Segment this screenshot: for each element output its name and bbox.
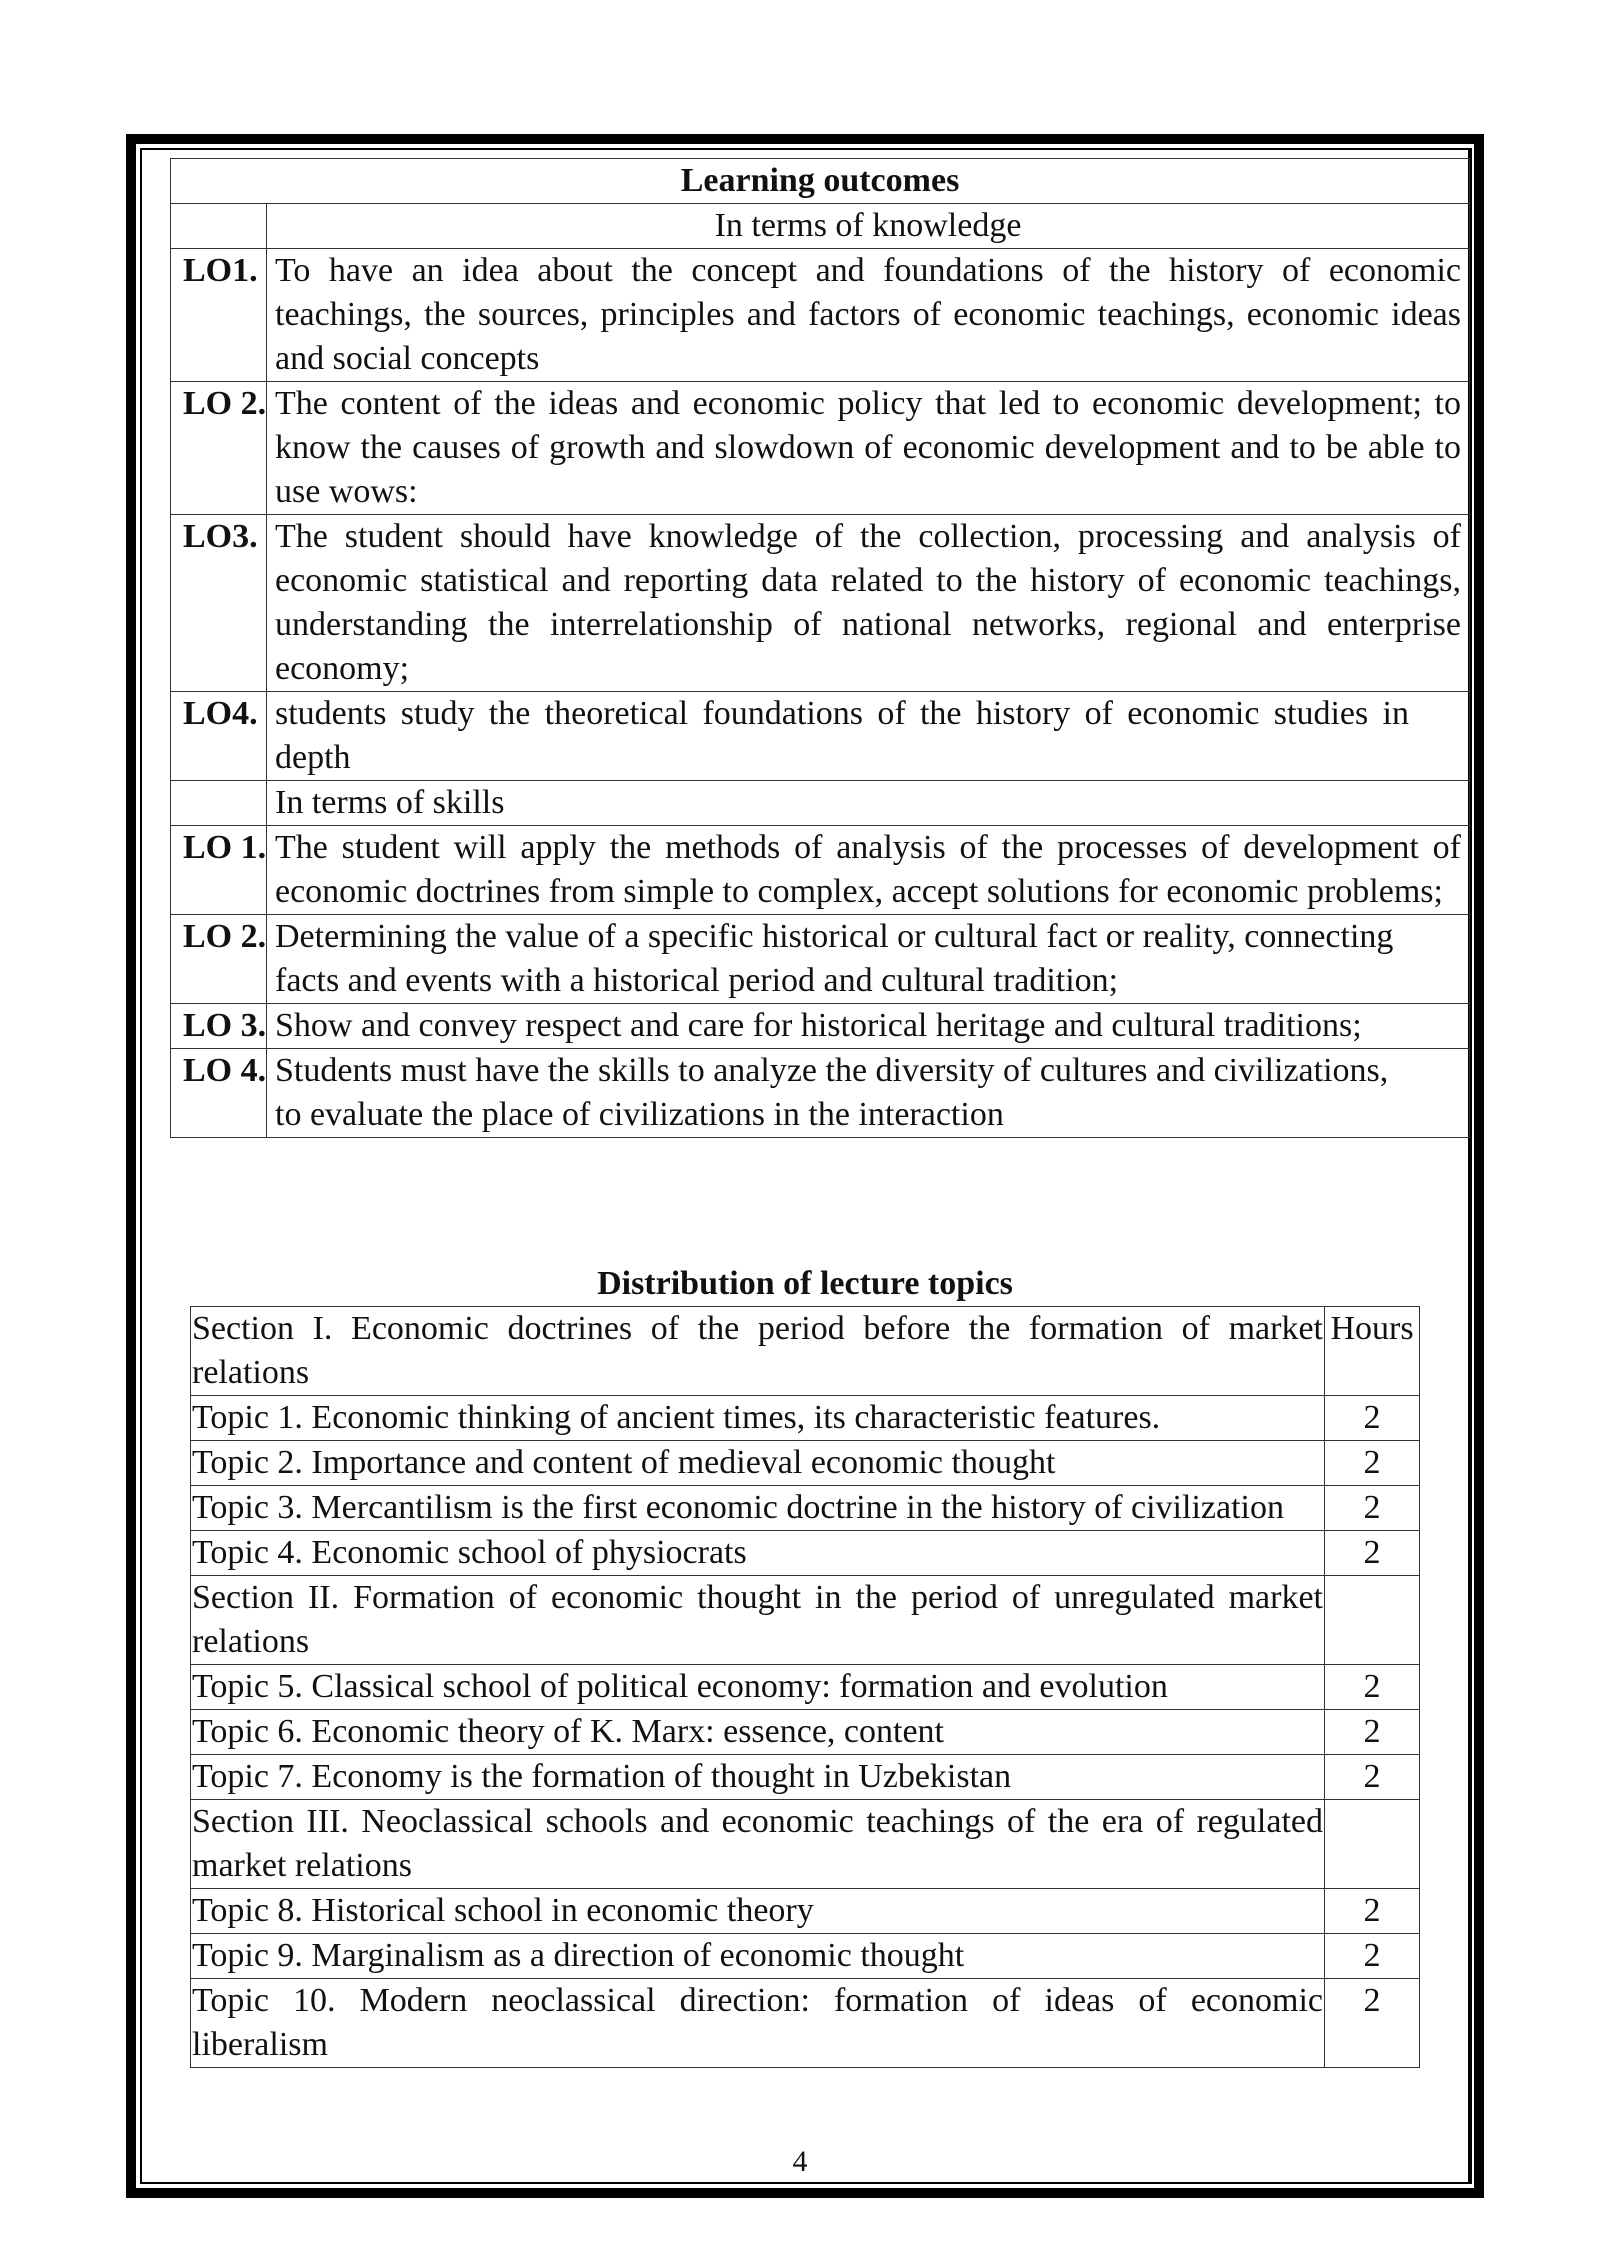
table-row	[171, 781, 1470, 826]
hours-value: 2	[1325, 1441, 1420, 1486]
table-row	[171, 249, 1470, 382]
lo-code: LO 3.	[171, 1004, 267, 1049]
knowledge-heading: In terms of knowledge	[267, 204, 1470, 249]
topic-title: Topic 10. Modern neoclassical direction: formation of ideas of economic liberalism	[191, 1979, 1325, 2068]
skills-heading: In terms of skills	[267, 781, 1470, 826]
distribution-title: Distribution of lecture topics	[597, 1265, 1013, 1302]
lo-code: LO 1.	[171, 826, 267, 915]
lo-text: The content of the ideas and economic policy that led to economic development; to know the causes of growth and slowdown of economic development and to be able to use wows:	[267, 382, 1470, 515]
hours-value: 2	[1325, 1710, 1420, 1755]
learning-outcomes-table	[170, 158, 1470, 1138]
hours-value: 2	[1325, 1396, 1420, 1441]
table-row	[171, 692, 1470, 781]
table-row	[171, 382, 1470, 515]
topic-title: Topic 9. Marginalism as a direction of economic thought	[191, 1934, 1325, 1979]
topic-row	[191, 1710, 1420, 1755]
table-row	[171, 159, 1470, 204]
hours-value: 2	[1325, 1979, 1420, 2068]
empty-cell	[171, 204, 267, 249]
hours-header: Hours	[1325, 1307, 1420, 1396]
topic-title: Topic 6. Economic theory of K. Marx: essence, content	[191, 1710, 1325, 1755]
table-row	[171, 204, 1470, 249]
table-row	[171, 515, 1470, 692]
lo-text: Determining the value of a specific historical or cultural fact or reality, connecting facts and events with a historical period and cultural tradition;	[267, 915, 1470, 1004]
lo-text: To have an idea about the concept and foundations of the history of economic teachings, the sources, principles and factors of economic teachings, economic ideas and social concepts	[267, 249, 1470, 382]
hours-value: 2	[1325, 1665, 1420, 1710]
hours-value: 2	[1325, 1531, 1420, 1576]
hours-value	[1325, 1576, 1420, 1665]
topic-title: Topic 4. Economic school of physiocrats	[191, 1531, 1325, 1576]
topic-title: Topic 8. Historical school in economic theory	[191, 1889, 1325, 1934]
section-row	[191, 1307, 1420, 1396]
hours-value: 2	[1325, 1755, 1420, 1800]
empty-cell	[171, 781, 267, 826]
lo-code: LO4.	[171, 692, 267, 781]
topic-row	[191, 1486, 1420, 1531]
lo-code: LO 2.	[171, 915, 267, 1004]
section-title: Section II. Formation of economic thought in the period of unregulated market relations	[191, 1576, 1325, 1665]
table-row	[171, 915, 1470, 1004]
section-row	[191, 1576, 1420, 1665]
topic-row	[191, 1441, 1420, 1486]
section-title: Section I. Economic doctrines of the period before the formation of market relations	[191, 1307, 1325, 1396]
lo-text: students study the theoretical foundations of the history of economic studies in depth	[267, 692, 1470, 781]
lecture-topics-table	[190, 1306, 1420, 2068]
hours-value	[1325, 1800, 1420, 1889]
section-row	[191, 1800, 1420, 1889]
table-row	[171, 826, 1470, 915]
lo-text: The student should have knowledge of the collection, processing and analysis of economic statistical and reporting data related to the history of economic teachings, understanding the interrelationship of national networks, regional and enterprise economy;	[267, 515, 1470, 692]
lo-text: Students must have the skills to analyze the diversity of cultures and civilizations, to evaluate the place of civilizations in the interaction	[267, 1049, 1470, 1138]
lo-code: LO3.	[171, 515, 267, 692]
topic-row	[191, 1934, 1420, 1979]
topic-row	[191, 1889, 1420, 1934]
topic-title: Topic 3. Mercantilism is the first economic doctrine in the history of civilization	[191, 1486, 1325, 1531]
topic-row	[191, 1665, 1420, 1710]
hours-value: 2	[1325, 1934, 1420, 1979]
lo-code: LO1.	[171, 249, 267, 382]
topic-row	[191, 1755, 1420, 1800]
topic-row	[191, 1396, 1420, 1441]
topic-row	[191, 1531, 1420, 1576]
topic-title: Topic 5. Classical school of political economy: formation and evolution	[191, 1665, 1325, 1710]
topic-title: Topic 7. Economy is the formation of thought in Uzbekistan	[191, 1755, 1325, 1800]
table-row	[171, 1004, 1470, 1049]
topic-title: Topic 2. Importance and content of medieval economic thought	[191, 1441, 1325, 1486]
hours-value: 2	[1325, 1889, 1420, 1934]
topic-row	[191, 1979, 1420, 2068]
hours-value: 2	[1325, 1486, 1420, 1531]
lo-text: The student will apply the methods of analysis of the processes of development of economic doctrines from simple to complex, accept solutions for economic problems;	[267, 826, 1470, 915]
page-number: 4	[792, 2145, 808, 2178]
section-title: Section III. Neoclassical schools and economic teachings of the era of regulated market relations	[191, 1800, 1325, 1889]
lo-code: LO 2.	[171, 382, 267, 515]
learning-outcomes-title: Learning outcomes	[171, 159, 1470, 204]
lo-code: LO 4.	[171, 1049, 267, 1138]
table-row	[171, 1049, 1470, 1138]
lo-text: Show and convey respect and care for historical heritage and cultural traditions;	[267, 1004, 1470, 1049]
topic-title: Topic 1. Economic thinking of ancient times, its characteristic features.	[191, 1396, 1325, 1441]
